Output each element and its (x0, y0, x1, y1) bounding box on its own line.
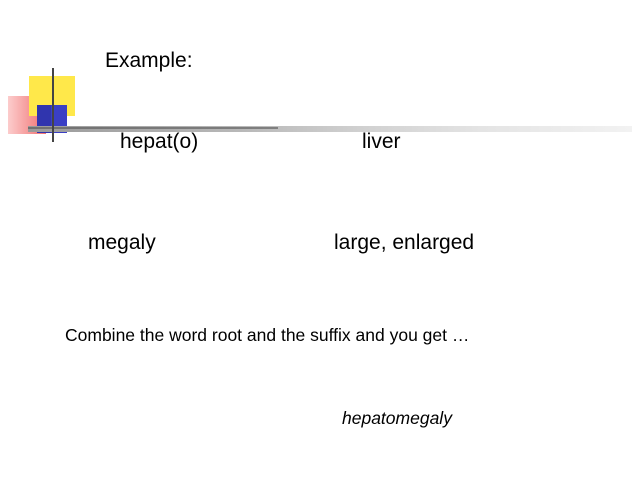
suffix-term: megaly (88, 231, 156, 254)
instruction-text: Combine the word root and the suffix and you get … (65, 325, 470, 345)
slide-heading: Example: (105, 49, 193, 72)
suffix-meaning: large, enlarged (334, 231, 475, 254)
combined-term-result: hepatomegaly (342, 408, 452, 428)
word-root-meaning: liver (362, 130, 401, 153)
word-root-term: hepat(o) (120, 130, 199, 153)
vertical-rule-decoration (52, 68, 54, 142)
